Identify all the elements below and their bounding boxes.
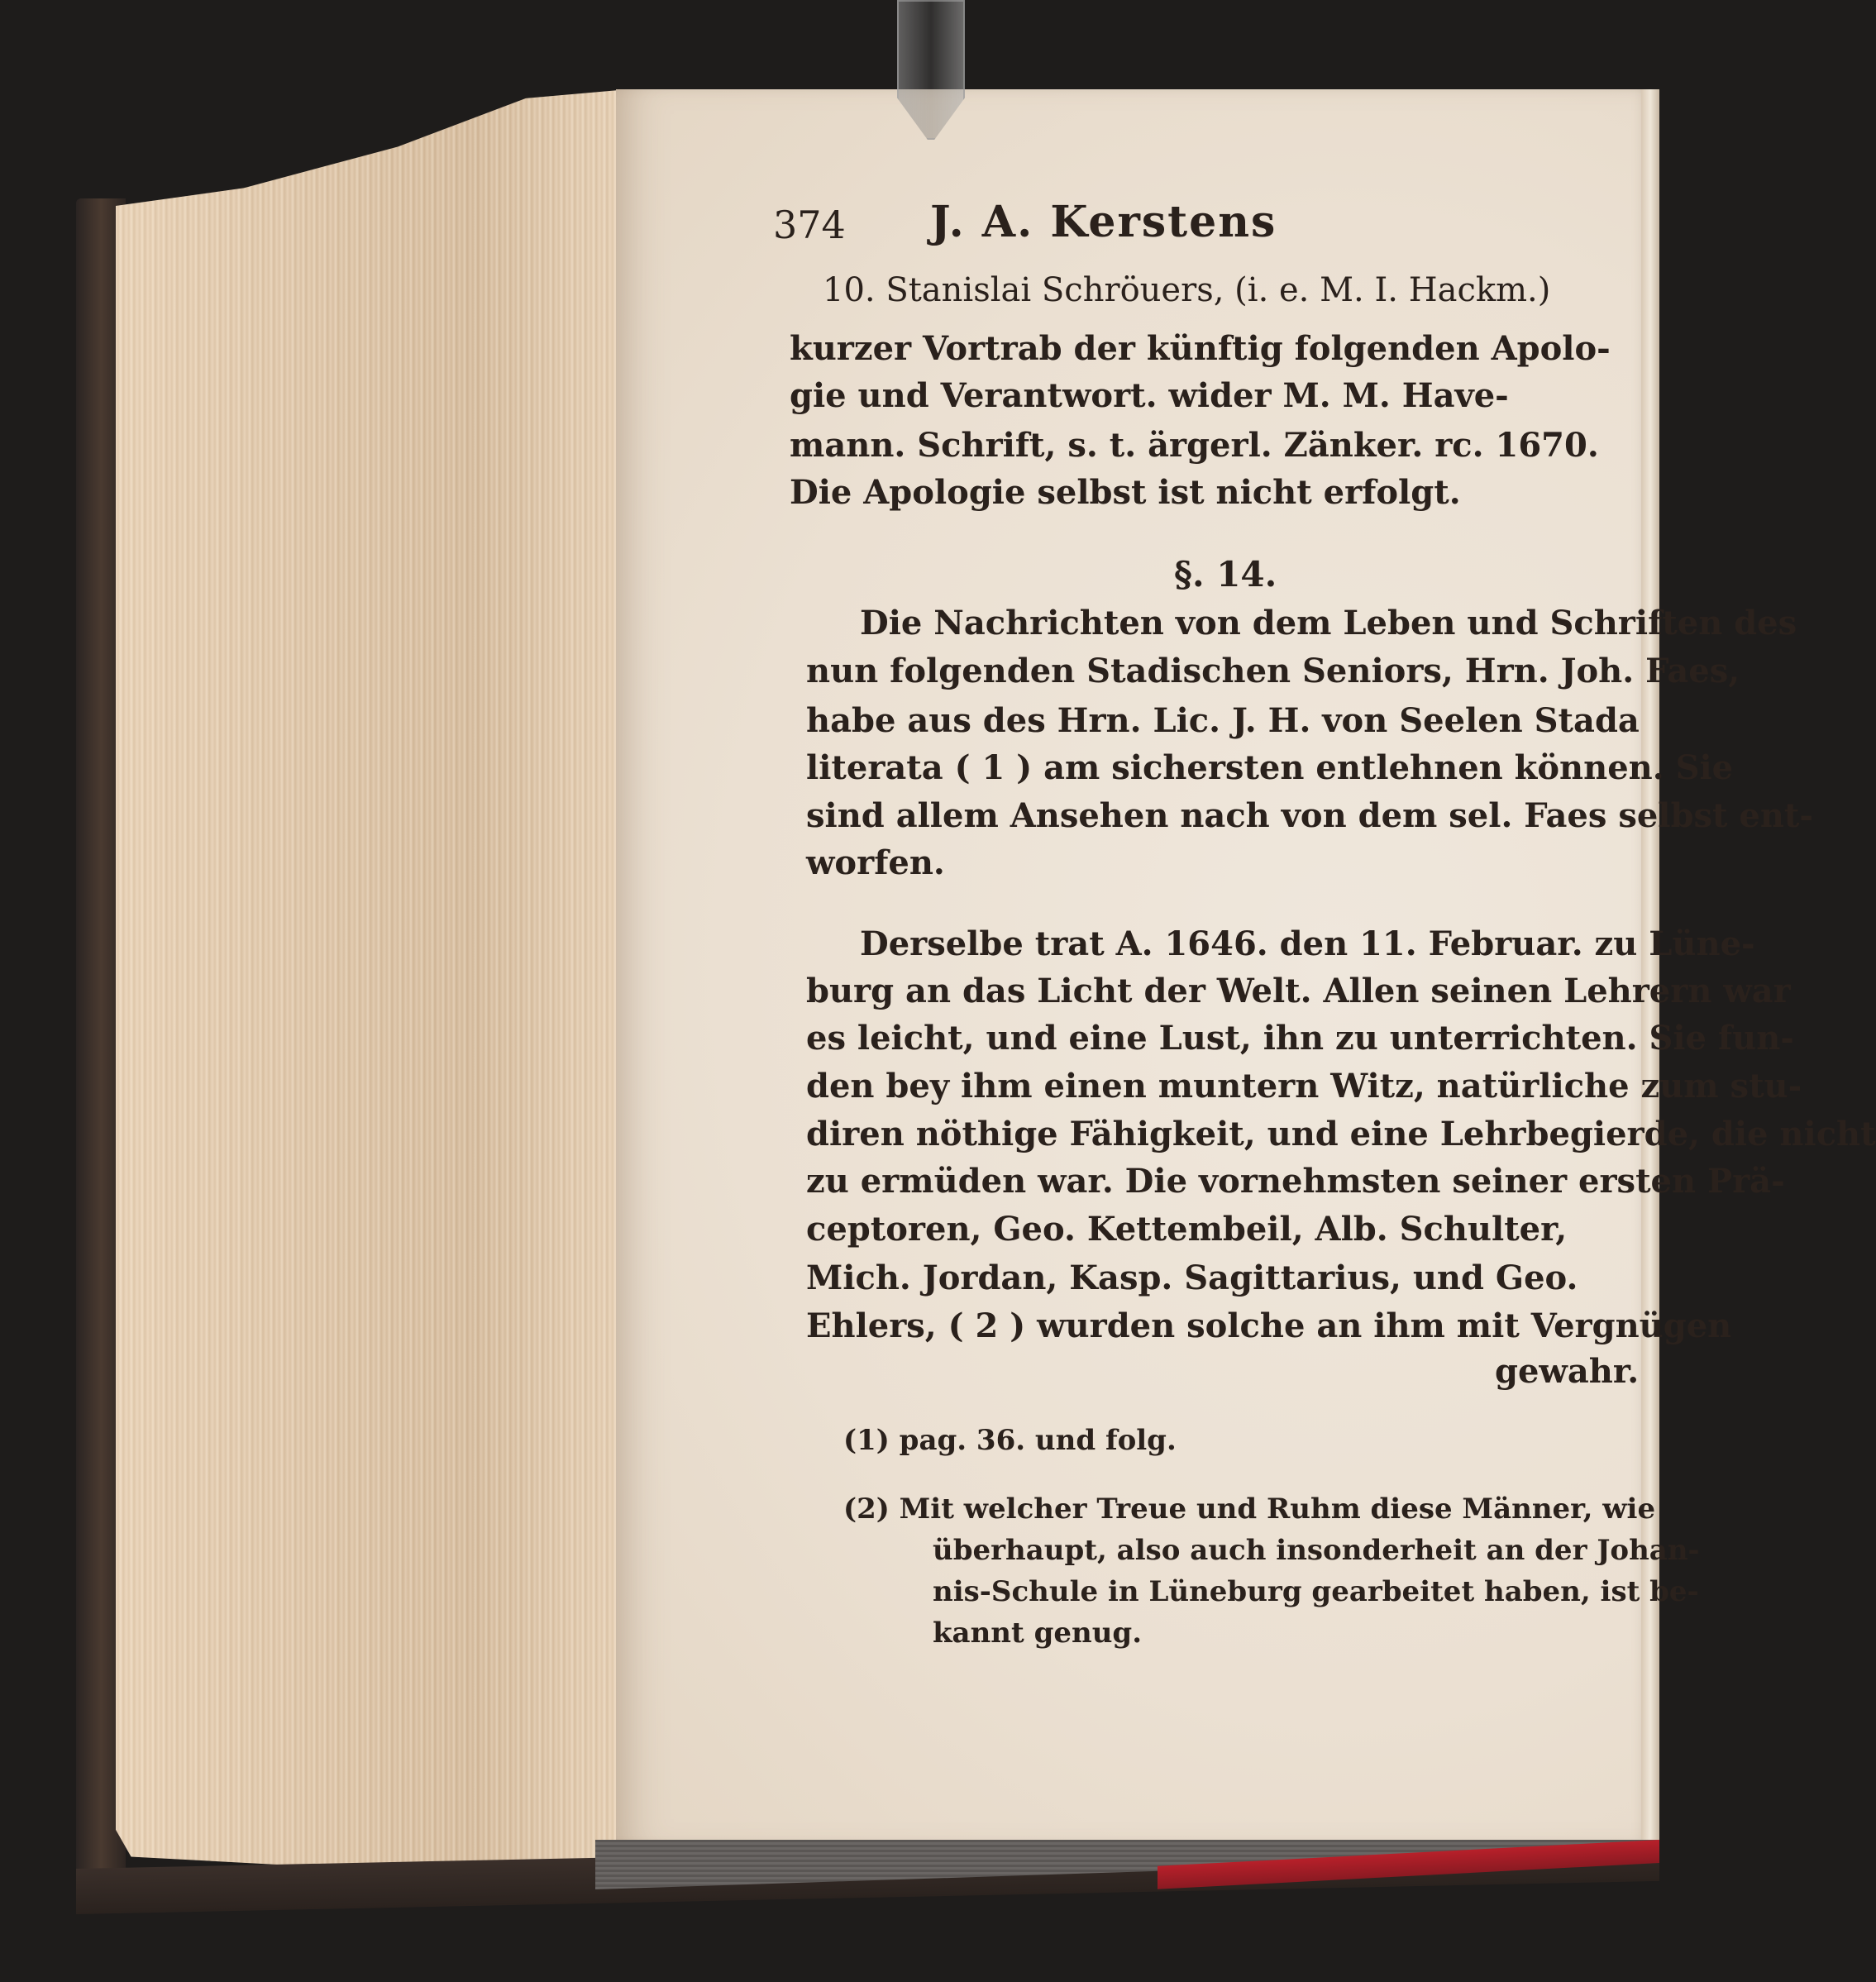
paragraph-line: worfen. [806,843,945,882]
paragraph-line: Derselbe trat A. 1646. den 11. Februar. zu Lüne- [860,924,1755,963]
paragraph-line: habe aus des Hrn. Lic. J. H. von Seelen Stada [806,701,1640,740]
paragraph-line: Die Nachrichten von dem Leben und Schriften des [860,604,1797,642]
entry-line: kurzer Vortrab der künftig folgenden Apolo- [790,329,1611,368]
paragraph-line: es leicht, und eine Lust, ihn zu unterrichten. Sie fun- [806,1019,1794,1058]
footnote-2-line: kannt genug. [933,1617,1143,1650]
paragraph-line: gewahr. [1495,1352,1640,1391]
entry-line: mann. Schrift, s. t. ärgerl. Zänker. rc. 1670. [790,426,1599,465]
footnote-2-line: überhaupt, also auch insonderheit an der Johan- [933,1534,1700,1567]
entry-line: Die Apologie selbst ist nicht erfolgt. [790,473,1461,512]
paragraph-line: burg an das Licht der Welt. Allen seinen Lehrern war [806,972,1791,1010]
page-number: 374 [773,203,846,247]
paragraph-line: nun folgenden Stadischen Seniors, Hrn. Joh. Faes, [806,652,1740,690]
running-head: J. A. Kerstens [930,197,1277,247]
paragraph-line: literata ( 1 ) am sichersten entlehnen können. Sie [806,748,1734,787]
footnote-2-line: (2) Mit welcher Treue und Ruhm diese Männer, wie [843,1492,1656,1526]
page-block-edges [116,89,628,1884]
footnote-2-line: nis-Schule in Lüneburg gearbeitet haben, ist be- [933,1575,1699,1608]
entry-line: gie und Verantwort. wider M. M. Have- [790,376,1509,415]
entry-line: 10. Stanislai Schröuers, (i. e. M. I. Hackm.) [823,271,1551,309]
footnote-1: (1) pag. 36. und folg. [843,1424,1177,1457]
paragraph-line: sind allem Ansehen nach von dem sel. Faes selbst ent- [806,796,1813,835]
paragraph-line: Ehlers, ( 2 ) wurden solche an ihm mit Vergnügen [806,1306,1732,1345]
paragraph-line: zu ermüden war. Die vornehmsten seiner ersten Prä- [806,1162,1785,1201]
paragraph-line: diren nöthige Fähigkeit, und eine Lehrbegierde, die nicht [806,1115,1876,1153]
paragraph-line: den bey ihm einen muntern Witz, natürliche zum stu- [806,1067,1802,1106]
section-heading: §. 14. [1174,554,1277,595]
paragraph-line: ceptoren, Geo. Kettembeil, Alb. Schulter, [806,1210,1568,1249]
paragraph-line: Mich. Jordan, Kasp. Sagittarius, und Geo. [806,1258,1578,1297]
